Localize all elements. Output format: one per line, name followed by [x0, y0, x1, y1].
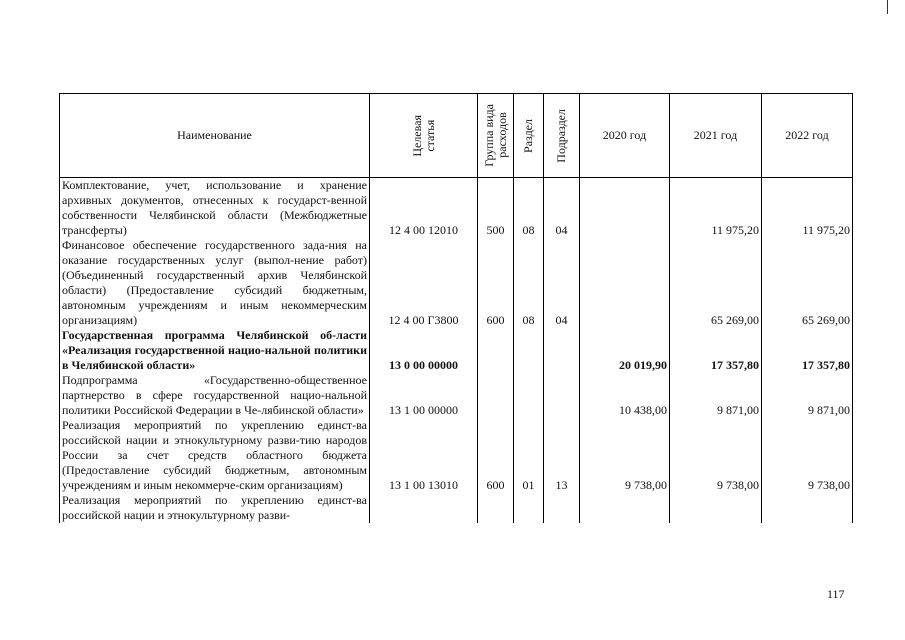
table-row	[60, 238, 853, 328]
header-row	[60, 94, 853, 178]
row-subsection-cell	[544, 493, 580, 523]
row-2021-value-cell: 17 357,80	[670, 328, 762, 373]
header-year-2020: 2020 год	[580, 94, 670, 178]
table-row	[60, 493, 853, 523]
row-target-article-cell: 13 1 00 13010	[370, 418, 478, 493]
row-target-article-cell	[370, 493, 478, 523]
table-row	[60, 418, 853, 493]
header-subsection: Подраздел	[544, 94, 580, 178]
row-2022-value-cell: 11 975,20	[762, 178, 853, 239]
budget-table	[59, 93, 853, 523]
row-2021-value-cell: 9 738,00	[670, 418, 762, 493]
scan-edge-mark	[887, 0, 888, 14]
row-2021-value-cell: 65 269,00	[670, 238, 762, 328]
row-name-cell: Подпрограмма «Государственно-общественное партнерство в сфере государственной нацио-нальной политики Российской Федерации в Че-лябинской области»	[60, 373, 370, 418]
row-subsection-cell: 04	[544, 238, 580, 328]
header-target-article: Целевая статья	[370, 94, 478, 178]
row-2020-value-cell: 10 438,00	[580, 373, 670, 418]
table-row	[60, 178, 853, 239]
row-expense-group-cell	[478, 328, 514, 373]
row-section-cell	[514, 493, 544, 523]
row-2021-value-cell: 9 871,00	[670, 373, 762, 418]
header-name: Наименование	[60, 94, 370, 178]
row-2021-value-cell	[670, 493, 762, 523]
header-expense-group: Группа вида расходов	[478, 94, 514, 178]
row-name-cell: Государственная программа Челябинской об-ласти «Реализация государственной нацио-нальной политики в Челябинской области»	[60, 328, 370, 373]
row-expense-group-cell: 500	[478, 178, 514, 239]
row-2020-value-cell	[580, 178, 670, 239]
row-name-cell: Реализация мероприятий по укреплению единст-ва российской нации и этнокультурному разви-тию народов России за счет средств областного бюджета (Предоставление субсидий бюджетным, автономным учреждениям и иным некоммерче-ским организациям)	[60, 418, 370, 493]
row-2022-value-cell: 17 357,80	[762, 328, 853, 373]
row-2022-value-cell: 65 269,00	[762, 238, 853, 328]
row-section-cell: 01	[514, 418, 544, 493]
row-subsection-cell	[544, 373, 580, 418]
row-target-article-cell: 12 4 00 12010	[370, 178, 478, 239]
header-section: Раздел	[514, 94, 544, 178]
table-row	[60, 373, 853, 418]
page-number: 117	[827, 587, 845, 601]
row-expense-group-cell	[478, 373, 514, 418]
row-subsection-cell: 04	[544, 178, 580, 239]
row-section-cell	[514, 373, 544, 418]
row-target-article-cell: 13 0 00 00000	[370, 328, 478, 373]
row-subsection-cell	[544, 328, 580, 373]
row-2020-value-cell	[580, 238, 670, 328]
header-year-2021: 2021 год	[670, 94, 762, 178]
row-target-article-cell: 12 4 00 Г3800	[370, 238, 478, 328]
row-2022-value-cell: 9 871,00	[762, 373, 853, 418]
row-name-cell: Финансовое обеспечение государственного зада-ния на оказание государственных услуг (выпол-нение работ) (Объединенный государственный архив Челябинской области) (Предоставление субсидий бюджетным, автономным учреждениям и иным некоммерческим организациям)	[60, 238, 370, 328]
row-name-cell: Реализация мероприятий по укреплению единст-ва российской нации и этнокультурному разви-	[60, 493, 370, 523]
row-expense-group-cell	[478, 493, 514, 523]
row-name-cell: Комплектование, учет, использование и хранение архивных документов, отнесенных к государст-венной собственности Челябинской области (Межбюджетные трансферты)	[60, 178, 370, 239]
header-year-2022: 2022 год	[762, 94, 853, 178]
row-2021-value-cell: 11 975,20	[670, 178, 762, 239]
row-2022-value-cell: 9 738,00	[762, 418, 853, 493]
row-section-cell	[514, 328, 544, 373]
row-2020-value-cell	[580, 493, 670, 523]
row-2022-value-cell	[762, 493, 853, 523]
row-target-article-cell: 13 1 00 00000	[370, 373, 478, 418]
row-2020-value-cell: 20 019,90	[580, 328, 670, 373]
row-expense-group-cell: 600	[478, 418, 514, 493]
row-section-cell: 08	[514, 238, 544, 328]
row-section-cell: 08	[514, 178, 544, 239]
row-subsection-cell: 13	[544, 418, 580, 493]
table-row	[60, 328, 853, 373]
row-2020-value-cell: 9 738,00	[580, 418, 670, 493]
row-expense-group-cell: 600	[478, 238, 514, 328]
